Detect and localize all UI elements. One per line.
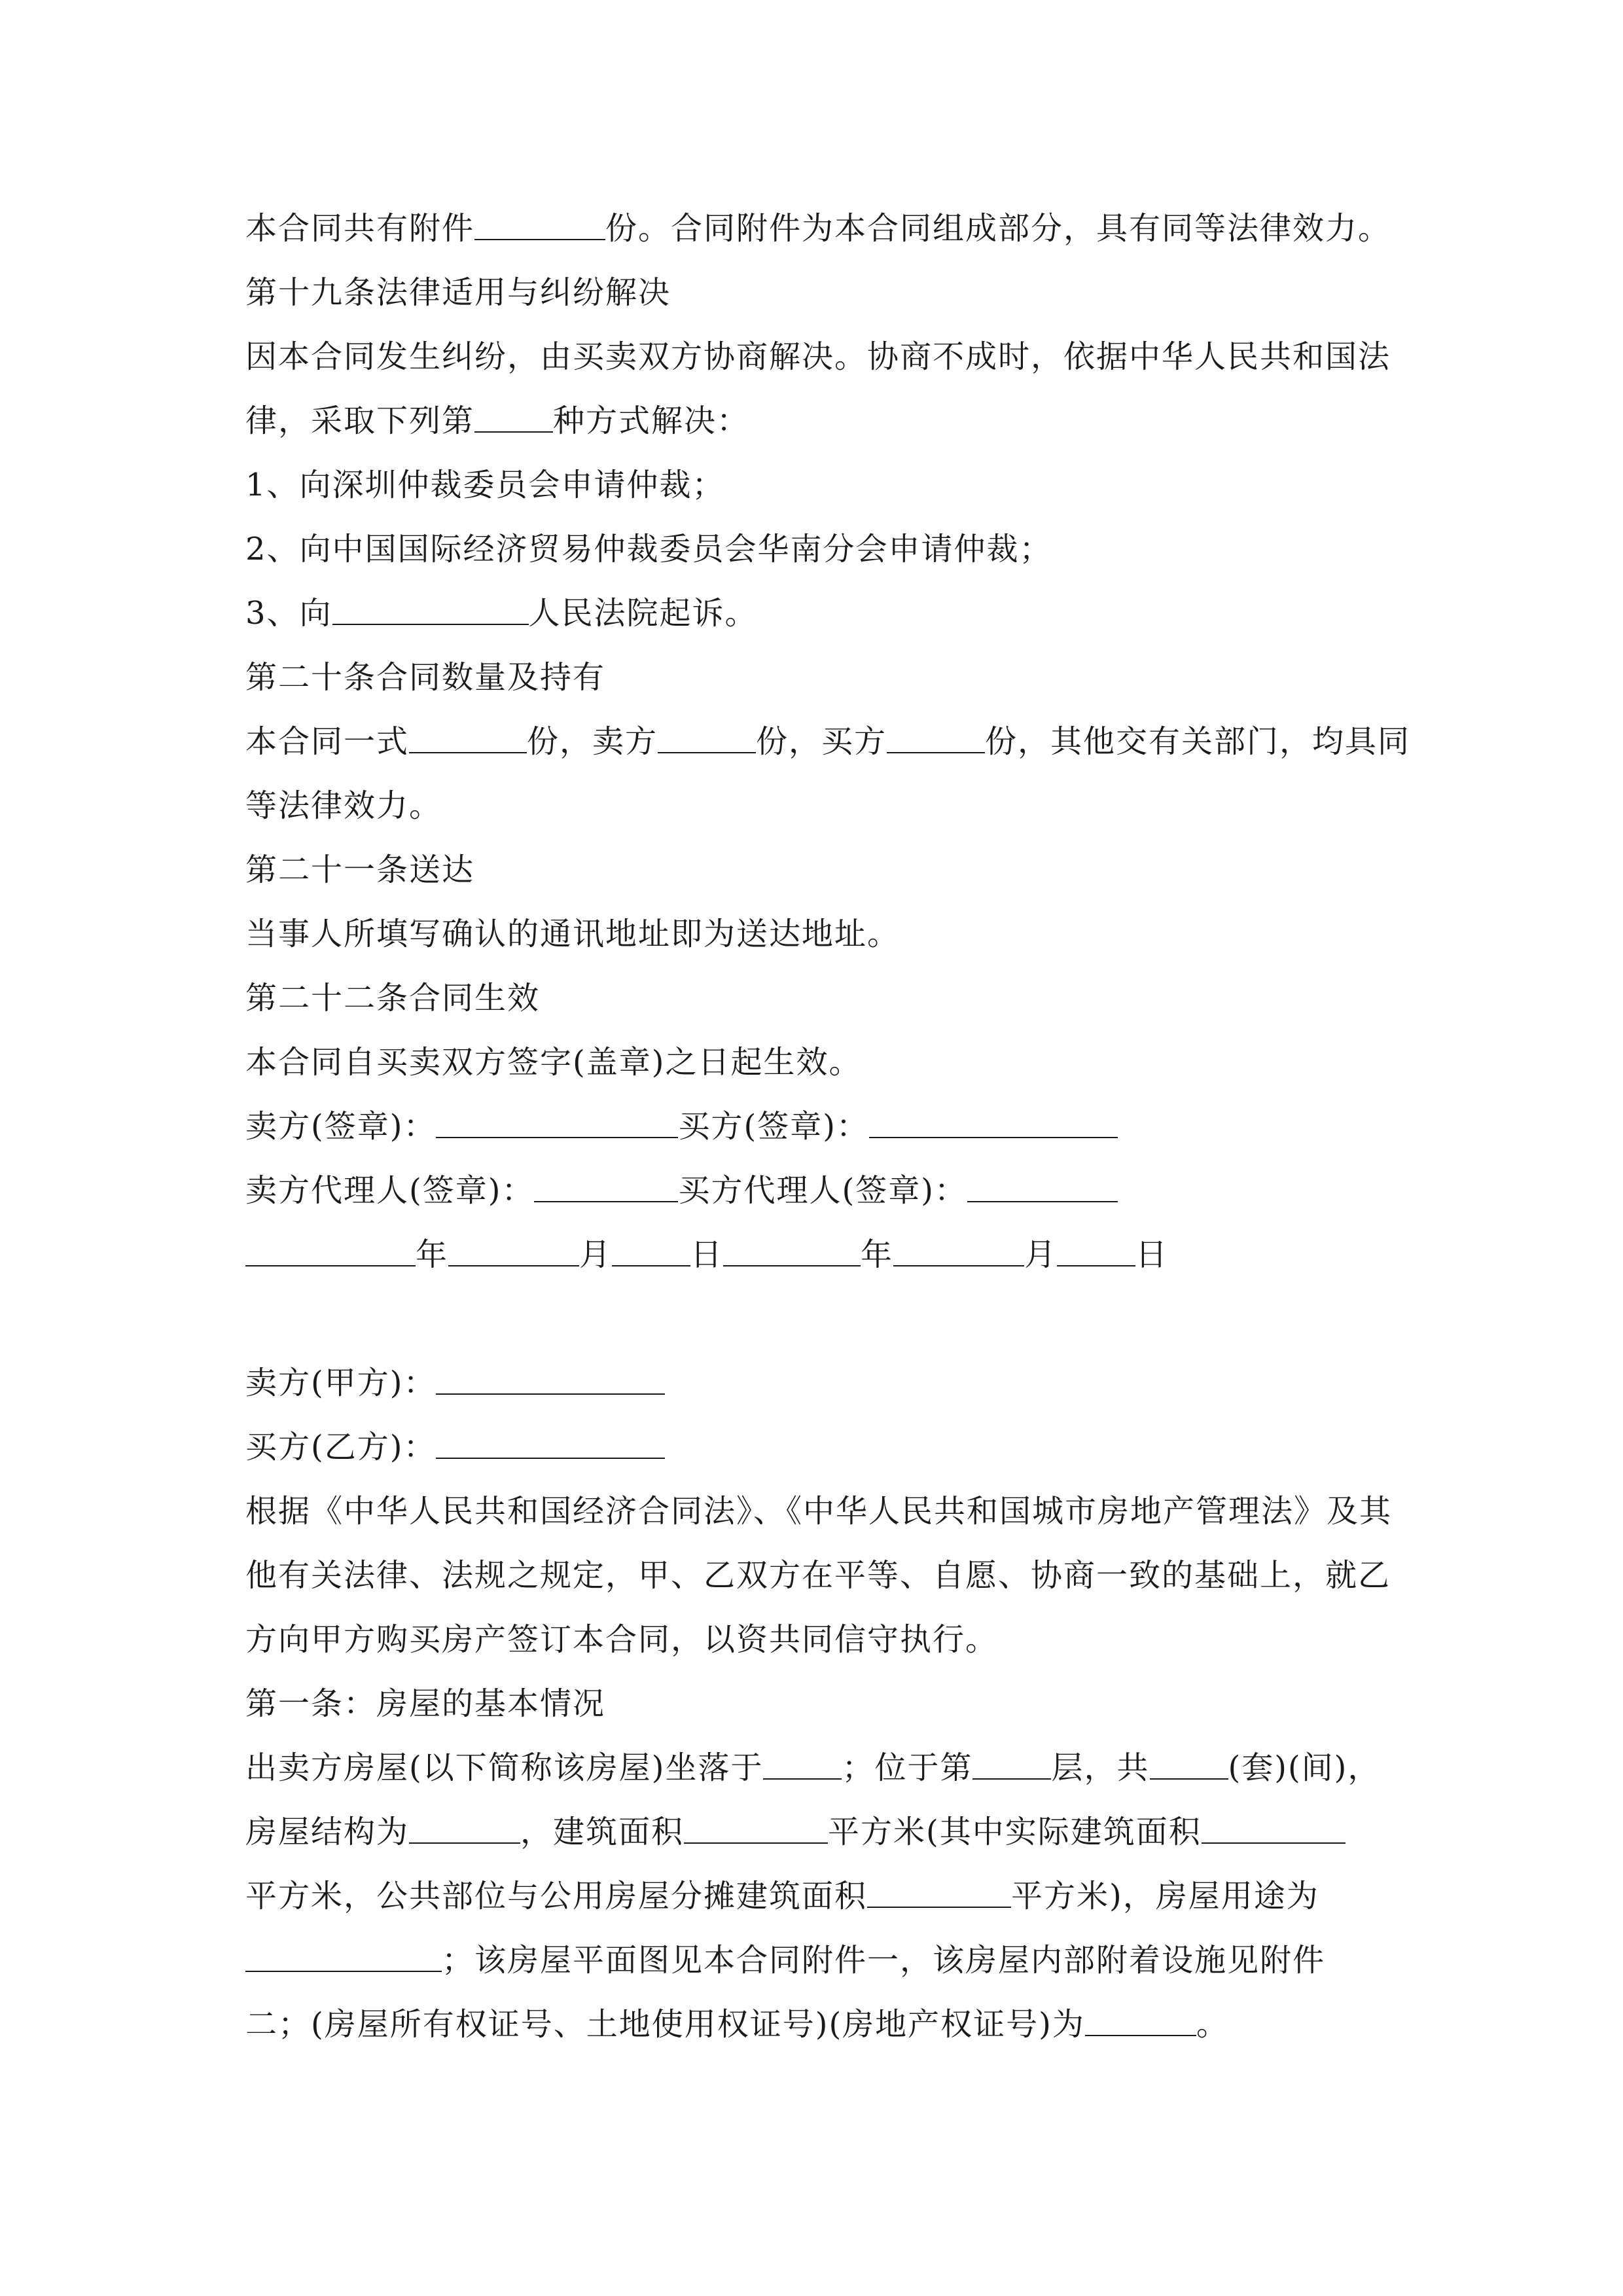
shared-area-line: 平方米，公共部位与公用房屋分摊建筑面积 平方米)，房屋用途为 [245, 1878, 1319, 1914]
article-19-heading: 第十九条法律适用与纠纷解决 [245, 274, 671, 311]
floor-blank [972, 1749, 1051, 1780]
dispute-clause-line: 因本合同发生纠纷，由买卖双方协商解决。协商不成时，依据中华人民共和国法 [245, 338, 1391, 375]
article-22-heading: 第二十二条合同生效 [245, 980, 541, 1016]
seller-agent-blank [534, 1172, 678, 1203]
article-21-heading: 第二十一条送达 [245, 852, 475, 888]
buyer-month-blank [893, 1236, 1024, 1267]
preamble-line-1: 根据《中华人民共和国经济合同法》、《中华人民共和国城市房地产管理法》及其 [245, 1493, 1393, 1530]
seller-year-blank [245, 1236, 416, 1267]
section-gap [245, 1287, 1384, 1351]
party-b-blank [436, 1428, 665, 1460]
location-blank [763, 1749, 842, 1780]
preamble-line-3: 方向甲方购买房产签订本合同，以资共同信守执行。 [245, 1621, 999, 1658]
effective-line: 本合同自买卖双方签字(盖章)之日起生效。 [245, 1044, 862, 1081]
usage-line: ；该房屋平面图见本合同附件一，该房屋内部附着设施见附件 [245, 1928, 1384, 1992]
total-units-blank [1150, 1749, 1228, 1780]
buyer-copies-blank [887, 723, 985, 754]
structure-blank [409, 1813, 520, 1844]
seller-copies-blank [658, 723, 756, 754]
party-a-line: 卖方(甲方)： [245, 1351, 1384, 1415]
property-location-line: 出卖方房屋(以下简称该房屋)坐落于 ；位于第 层，共 (套)(间)， [245, 1749, 1381, 1786]
building-area-blank [684, 1813, 828, 1844]
shared-area-blank [867, 1877, 1011, 1909]
seller-month-blank [448, 1236, 579, 1267]
date-line: 年 月 日 年 月 日 [245, 1223, 1384, 1287]
copies-line-cont: 等法律效力。 [245, 787, 442, 824]
seller-day-blank [612, 1236, 690, 1267]
service-address-line: 当事人所填写确认的通讯地址即为送达地址。 [245, 916, 901, 952]
actual-area-blank [1202, 1813, 1346, 1844]
buyer-year-blank [723, 1236, 861, 1267]
contract-page [245, 196, 1411, 2056]
certificate-number-blank [1085, 2005, 1196, 2037]
attachment-count-blank [474, 209, 605, 241]
copies-line: 本合同一式 份，卖方 份，买方 份，其他交有关部门，均具同 [245, 723, 1411, 760]
total-copies-blank [409, 723, 527, 754]
attachments-line: 本合同共有附件 份。合同附件为本合同组成部分，具有同等法律效力。 [245, 210, 1391, 247]
option-1: 1、向深圳仲裁委员会申请仲裁； [245, 467, 725, 503]
party-b-line: 买方(乙方)： [245, 1415, 1384, 1479]
article-1-heading: 第一条：房屋的基本情况 [245, 1685, 606, 1722]
method-number-blank [474, 402, 553, 433]
option-3: 3、向 人民法院起诉。 [245, 595, 758, 632]
agent-signature-line: 卖方代理人(签章)： 买方代理人(签章)： [245, 1158, 1384, 1223]
option-2: 2、向中国国际经济贸易仲裁委员会华南分会申请仲裁； [245, 531, 1052, 567]
dispute-method-line: 律，采取下列第 种方式解决： [245, 403, 750, 439]
preamble-line-2: 他有关法律、法规之规定，甲、乙双方在平等、自愿、协商一致的基础上，就乙 [245, 1557, 1391, 1594]
structure-line: 房屋结构为 ，建筑面积 平方米(其中实际建筑面积 [245, 1800, 1384, 1864]
signature-line: 卖方(签章)： 买方(签章)： [245, 1094, 1384, 1158]
article-20-heading: 第二十条合同数量及持有 [245, 659, 606, 696]
buyer-agent-blank [967, 1172, 1118, 1203]
buyer-day-blank [1057, 1236, 1135, 1267]
buyer-signature-blank [869, 1107, 1118, 1139]
party-a-blank [436, 1364, 665, 1395]
usage-blank [245, 1941, 442, 1973]
certificate-line: 二；(房屋所有权证号、土地使用权证号)(房地产权证号)为 。 [245, 2006, 1229, 2043]
court-name-blank [332, 594, 529, 626]
seller-signature-blank [436, 1107, 678, 1139]
